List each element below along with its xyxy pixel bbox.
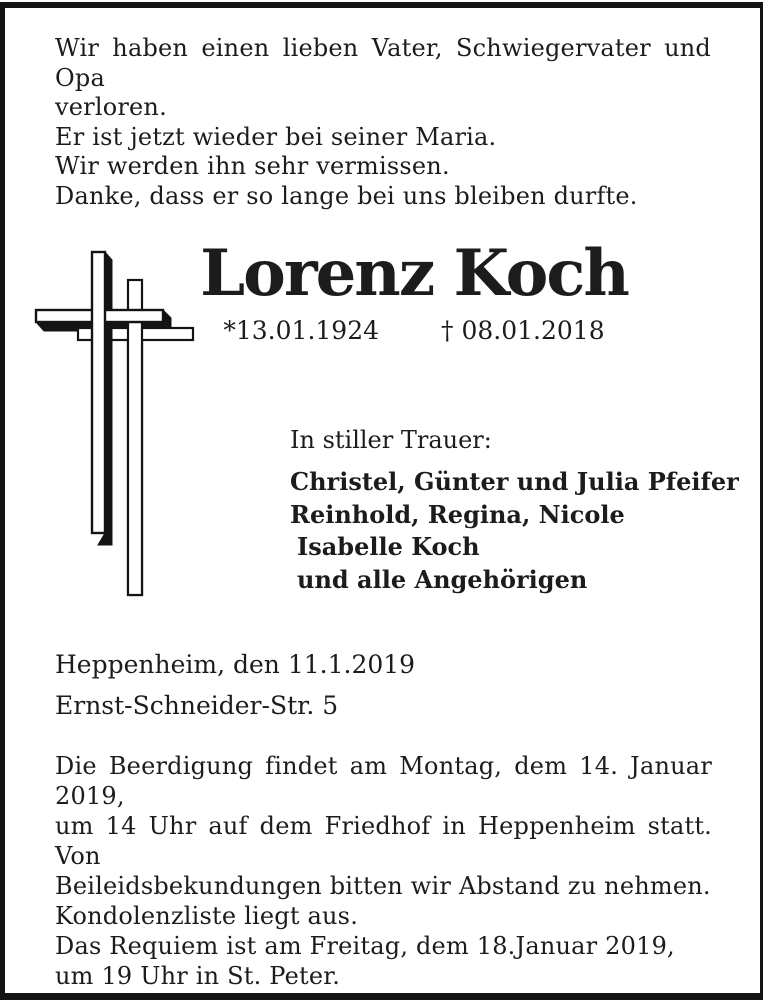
place-address-block bbox=[55, 650, 415, 721]
intro-line: Wir werden ihn sehr vermissen. bbox=[55, 152, 450, 180]
mourner-name: Isabelle Koch bbox=[297, 532, 480, 561]
death-date: † 08.01.2018 bbox=[441, 316, 605, 345]
double-cross-icon bbox=[28, 246, 198, 598]
mourner-name: und alle Angehörigen bbox=[297, 564, 588, 594]
place-date-line: Heppenheim, den 11.1.2019 bbox=[55, 650, 416, 679]
mourning-section bbox=[290, 426, 739, 596]
funeral-info-line: Beileidsbekundungen bitten wir Abstand zu nehmen. bbox=[55, 872, 711, 900]
intro-line: verloren. bbox=[55, 93, 167, 121]
mourner-name: Christel, Günter und Julia Pfeifer bbox=[290, 467, 739, 496]
mourner-name: Reinhold, Regina, Nicole bbox=[290, 499, 625, 529]
intro-line: Wir haben einen lieben Vater, Schwiegervater und Opa bbox=[55, 34, 711, 92]
address-line: Ernst-Schneider-Str. 5 bbox=[55, 691, 339, 720]
funeral-info-line: um 19 Uhr in St. Peter. bbox=[55, 962, 341, 990]
mourning-heading: In stiller Trauer: bbox=[290, 426, 492, 454]
birth-date: *13.01.1924 bbox=[223, 316, 380, 345]
funeral-info bbox=[55, 751, 712, 991]
deceased-name: Lorenz Koch bbox=[200, 236, 628, 311]
funeral-info-line: Das Requiem ist am Freitag, dem 18.Januar 2019, bbox=[55, 932, 675, 960]
intro-line: Danke, dass er so lange bei uns bleiben durfte. bbox=[55, 181, 638, 210]
funeral-info-line: Kondolenzliste liegt aus. bbox=[55, 902, 359, 930]
life-dates bbox=[198, 316, 630, 345]
funeral-info-line: um 14 Uhr auf dem Friedhof in Heppenheim statt. Von bbox=[55, 812, 712, 870]
intro-text bbox=[55, 34, 711, 211]
intro-line: Er ist jetzt wieder bei seiner Maria. bbox=[55, 122, 497, 151]
funeral-info-line: Die Beerdigung findet am Montag, dem 14. Januar 2019, bbox=[55, 752, 712, 810]
